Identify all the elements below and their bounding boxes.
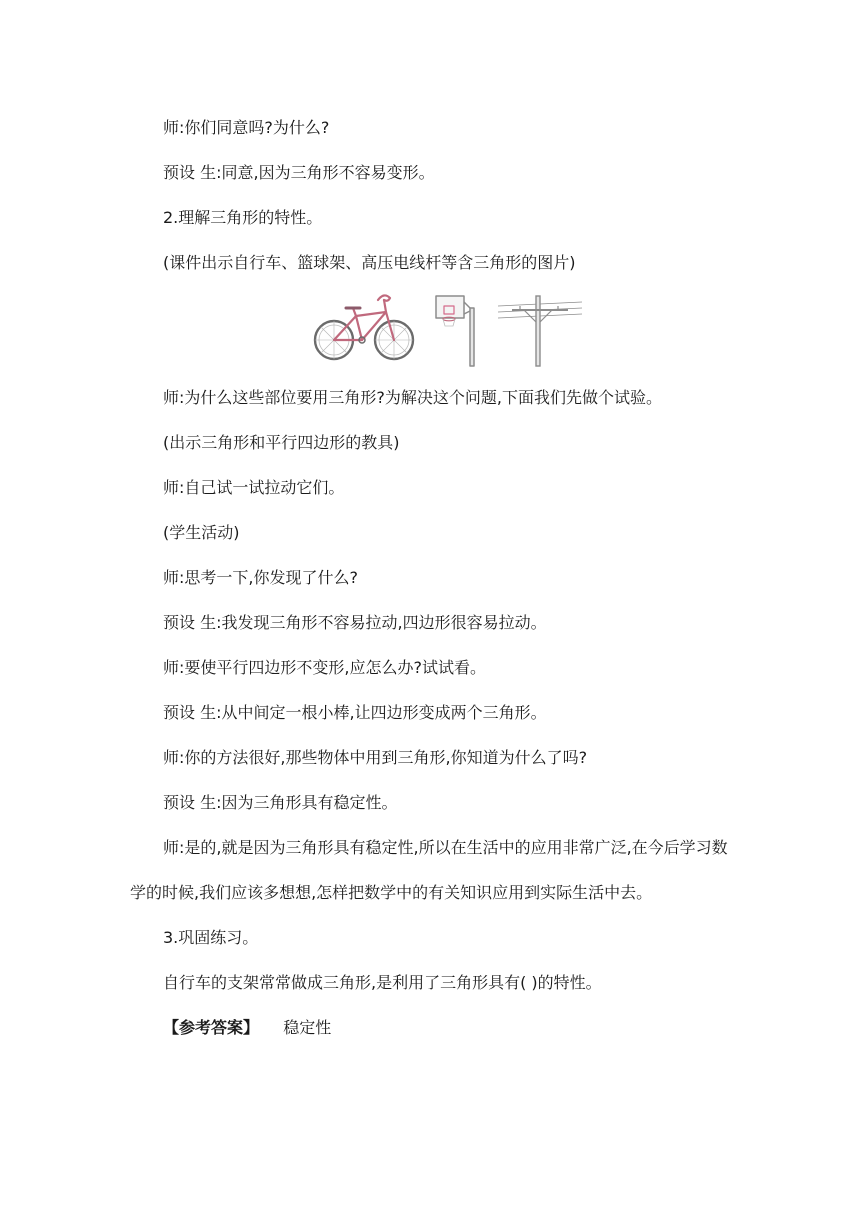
student-activity-note: (学生活动) <box>163 523 240 542</box>
bicycle-icon <box>312 292 416 368</box>
teacher-what-found: 师:思考一下,你发现了什么? <box>163 568 358 587</box>
teacher-good-method: 师:你的方法很好,那些物体中用到三角形,你知道为什么了吗? <box>163 748 588 767</box>
student-answer-stick: 预设 生:从中间定一根小棒,让四边形变成两个三角形。 <box>163 703 547 722</box>
reference-answer <box>163 1018 331 1038</box>
teacher-try-pull: 师:自己试一试拉动它们。 <box>163 478 345 497</box>
teaching-aid-note: (出示三角形和平行四边形的教具) <box>163 433 400 452</box>
reference-answer-value: 稳定性 <box>283 1018 332 1037</box>
student-answer-stability: 预设 生:因为三角形具有稳定性。 <box>163 793 398 812</box>
teacher-why-triangle: 师:为什么这些部位要用三角形?为解决这个问题,下面我们先做个试验。 <box>163 388 662 407</box>
section-heading-2: 2.理解三角形的特性。 <box>163 208 323 227</box>
power-pole-icon <box>498 292 582 368</box>
teacher-keep-shape: 师:要使平行四边形不变形,应怎么办?试试看。 <box>163 658 486 677</box>
reference-answer-label: 【参考答案】 <box>163 1018 260 1037</box>
student-answer-found: 预设 生:我发现三角形不容易拉动,四边形很容易拉动。 <box>163 613 547 632</box>
teacher-summary-line2: 学的时候,我们应该多想想,怎样把数学中的有关知识应用到实际生活中去。 <box>130 883 653 902</box>
section-heading-3: 3.巩固练习。 <box>163 928 259 947</box>
teacher-question-agree: 师:你们同意吗?为什么? <box>163 118 330 137</box>
student-answer-agree: 预设 生:同意,因为三角形不容易变形。 <box>163 163 435 182</box>
exercise-question: 自行车的支架常常做成三角形,是利用了三角形具有( )的特性。 <box>163 973 602 992</box>
triangle-examples-figure <box>312 292 582 368</box>
basketball-hoop-icon <box>432 292 482 368</box>
courseware-note: (课件出示自行车、篮球架、高压电线杆等含三角形的图片) <box>163 253 576 272</box>
teacher-summary-line1: 师:是的,就是因为三角形具有稳定性,所以在生活中的应用非常广泛,在今后学习数 <box>163 838 728 857</box>
